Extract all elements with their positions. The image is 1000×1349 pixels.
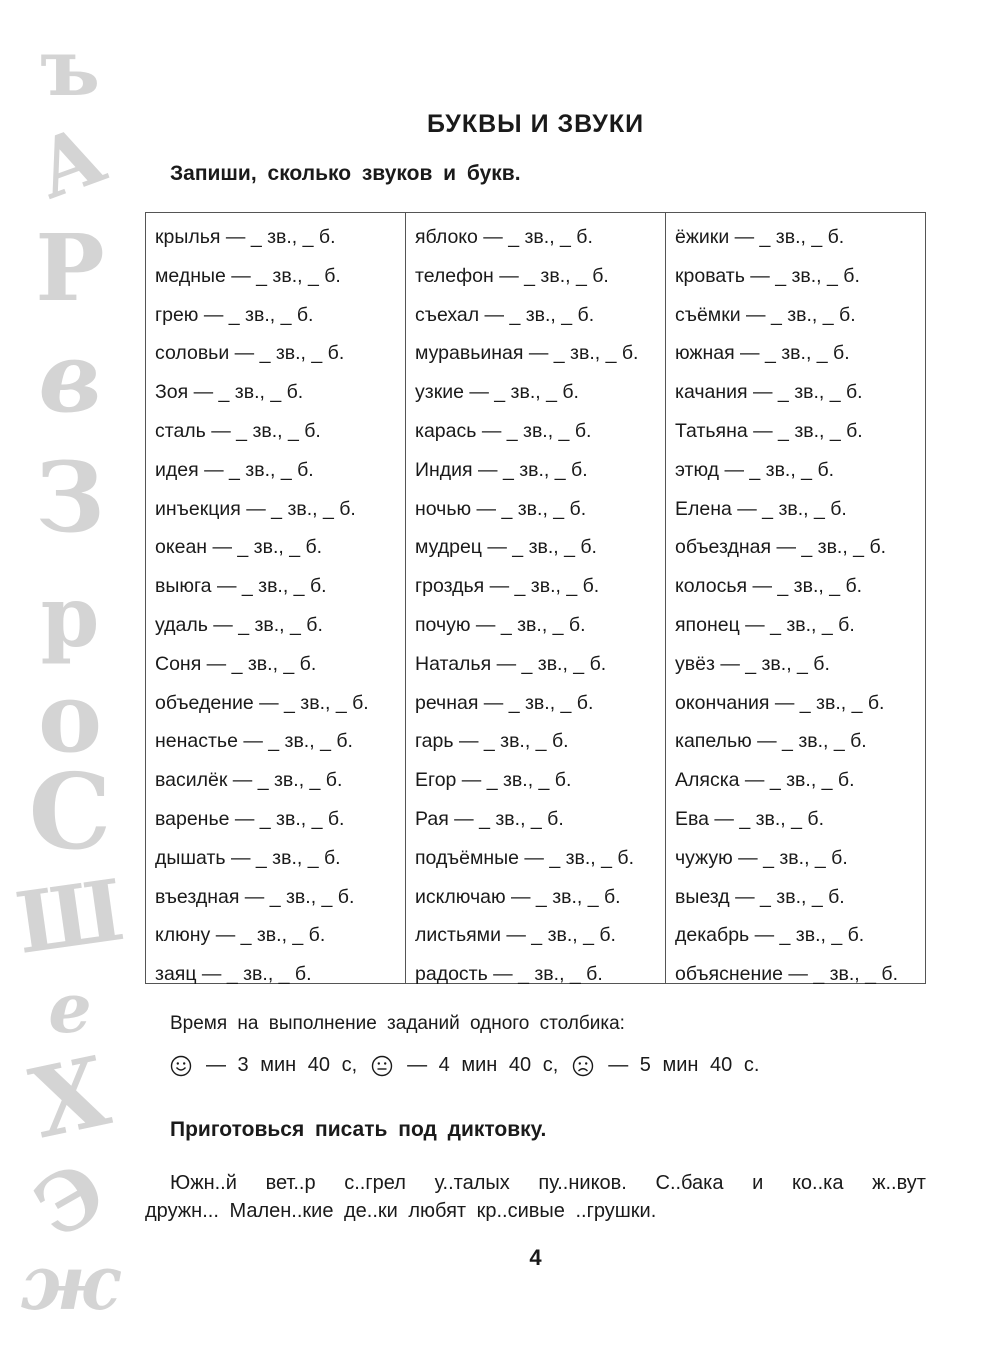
word-item: Егор — _ зв., _ б. [415, 769, 572, 792]
word-item: листьями — _ зв., _ б. [415, 924, 616, 947]
side-letter: С [28, 750, 112, 873]
word-item: гарь — _ зв., _ б. [415, 730, 569, 753]
word-item: Наталья — _ зв., _ б. [415, 652, 607, 675]
dictation-word: ко..ка [791, 1172, 844, 1194]
side-letter: Ш [10, 860, 130, 973]
task-instruction: Запиши, сколько звуков и букв. [170, 162, 521, 185]
word-item: ёжики — _ зв., _ б. [675, 226, 845, 248]
word-item: увёз — _ зв., _ б. [675, 652, 830, 675]
side-letter: в [38, 321, 102, 434]
dictation-word: Южн..й [170, 1172, 237, 1194]
word-item: мудрец — _ зв., _ б. [415, 536, 597, 559]
decorative-letter-strip [10, 23, 130, 1327]
word-item: клюну — _ зв., _ б. [155, 924, 326, 947]
dictation-line-2: дружн... Мален..кие де..ки любят кр..сивые ..грушки. [145, 1200, 657, 1222]
dictation-word: ж..вут [872, 1172, 926, 1194]
page-title: БУКВЫ И ЗВУКИ [426, 110, 645, 138]
word-item: подъёмные — _ зв., _ б. [415, 846, 634, 869]
dictation-word: с..грел [344, 1172, 406, 1194]
word-item: исключаю — _ зв., _ б. [415, 885, 621, 908]
side-letter: ж [20, 1238, 120, 1327]
word-item: ненастье — _ зв., _ б. [155, 730, 353, 753]
word-item: карась — _ зв., _ б. [415, 419, 592, 442]
word-item: Аляска — _ зв., _ б. [675, 769, 855, 792]
dictation-word: пу..ников. [538, 1172, 627, 1194]
dictation-word: и [752, 1172, 764, 1194]
word-item: Татьяна — _ зв., _ б. [675, 419, 863, 442]
word-item: муравьиная — _ зв., _ б. [415, 342, 639, 365]
side-letter: А [23, 106, 117, 218]
timing-neutral: — 4 мин 40 с, [407, 1054, 559, 1076]
word-item: объяснение — _ зв., _ б. [675, 963, 898, 986]
word-item: съехал — _ зв., _ б. [415, 303, 595, 326]
word-item: ночью — _ зв., _ б. [415, 497, 587, 520]
word-item: василёк — _ зв., _ б. [155, 769, 343, 792]
sad-face-icon [572, 1055, 594, 1077]
timing-sad: — 5 мин 40 с. [608, 1054, 760, 1076]
word-item: этюд — _ зв., _ б. [675, 458, 835, 481]
word-item: телефон — _ зв., _ б. [415, 264, 609, 287]
word-item: крылья — _ зв., _ б. [155, 226, 336, 248]
word-column-3 [665, 213, 925, 986]
word-item: качания — _ зв., _ б. [675, 381, 863, 404]
timing-happy: — 3 мин 40 с, [206, 1054, 358, 1076]
word-table [145, 212, 926, 984]
word-item: речная — _ зв., _ б. [415, 691, 594, 714]
word-item: кровать — _ зв., _ б. [675, 264, 860, 287]
word-item: соловьи — _ зв., _ б. [155, 342, 345, 365]
dictation-word: вет..р [265, 1172, 316, 1194]
word-item: капелью — _ зв., _ б. [675, 730, 867, 753]
dictation-word: С..бака [655, 1172, 724, 1194]
word-item: медные — _ зв., _ б. [155, 264, 341, 287]
word-item: въездная — _ зв., _ б. [155, 885, 355, 908]
word-item: инъекция — _ зв., _ б. [155, 497, 356, 520]
word-item: Рая — _ зв., _ б. [415, 807, 564, 830]
word-item: окончания — _ зв., _ б. [675, 691, 885, 714]
side-letter: Р [35, 214, 105, 322]
word-item: Соня — _ зв., _ б. [155, 652, 317, 675]
word-item: объедение — _ зв., _ б. [155, 691, 369, 714]
side-letter: З [35, 441, 105, 554]
word-item: радость — _ зв., _ б. [415, 963, 603, 986]
word-item: Индия — _ зв., _ б. [415, 458, 588, 481]
word-item: заяц — _ зв., _ б. [155, 963, 312, 986]
word-item: съёмки — _ зв., _ б. [675, 303, 856, 326]
side-letter: ъ [40, 23, 100, 114]
smile-face-icon [170, 1055, 192, 1077]
word-item: декабрь — _ зв., _ б. [675, 924, 865, 947]
dictation-line-1 [170, 1172, 926, 1195]
side-letter: р [40, 567, 100, 666]
word-column-2 [405, 213, 665, 986]
side-letter: о [37, 661, 103, 774]
word-item: грею — _ зв., _ б. [155, 303, 314, 326]
word-item: яблоко — _ зв., _ б. [415, 226, 593, 248]
side-letter: Х [21, 1034, 119, 1161]
word-item: варенье — _ зв., _ б. [155, 807, 345, 830]
page-number: 4 [529, 1245, 542, 1270]
word-item: идея — _ зв., _ б. [155, 458, 314, 481]
word-item: Елена — _ зв., _ б. [675, 497, 847, 520]
word-item: объездная — _ зв., _ б. [675, 536, 887, 559]
word-item: дышать — _ зв., _ б. [155, 846, 341, 869]
word-item: почую — _ зв., _ б. [415, 613, 586, 636]
word-item: выюга — _ зв., _ б. [155, 575, 327, 598]
timing-row [170, 1054, 773, 1077]
side-letter: Э [18, 1143, 122, 1257]
word-item: гроздья — _ зв., _ б. [415, 575, 600, 598]
word-column-1 [146, 213, 405, 986]
word-item: колосья — _ зв., _ б. [675, 575, 863, 598]
word-item: выезд — _ зв., _ б. [675, 885, 845, 908]
timing-label: Время на выполнение заданий одного столбика: [170, 1013, 625, 1034]
word-item: узкие — _ зв., _ б. [415, 381, 579, 404]
word-item: чужую — _ зв., _ б. [675, 846, 848, 869]
word-item: океан — _ зв., _ б. [155, 536, 323, 559]
word-item: удаль — _ зв., _ б. [155, 613, 323, 636]
word-item: японец — _ зв., _ б. [675, 613, 855, 636]
neutral-face-icon [371, 1055, 393, 1077]
side-letter: е [48, 969, 92, 1049]
word-item: Зоя — _ зв., _ б. [155, 381, 304, 404]
dictation-title: Приготовься писать под диктовку. [170, 1118, 547, 1141]
word-item: южная — _ зв., _ б. [675, 342, 850, 365]
word-item: сталь — _ зв., _ б. [155, 419, 321, 442]
word-item: Ева — _ зв., _ б. [675, 807, 824, 830]
dictation-word: у..талых [434, 1172, 510, 1194]
